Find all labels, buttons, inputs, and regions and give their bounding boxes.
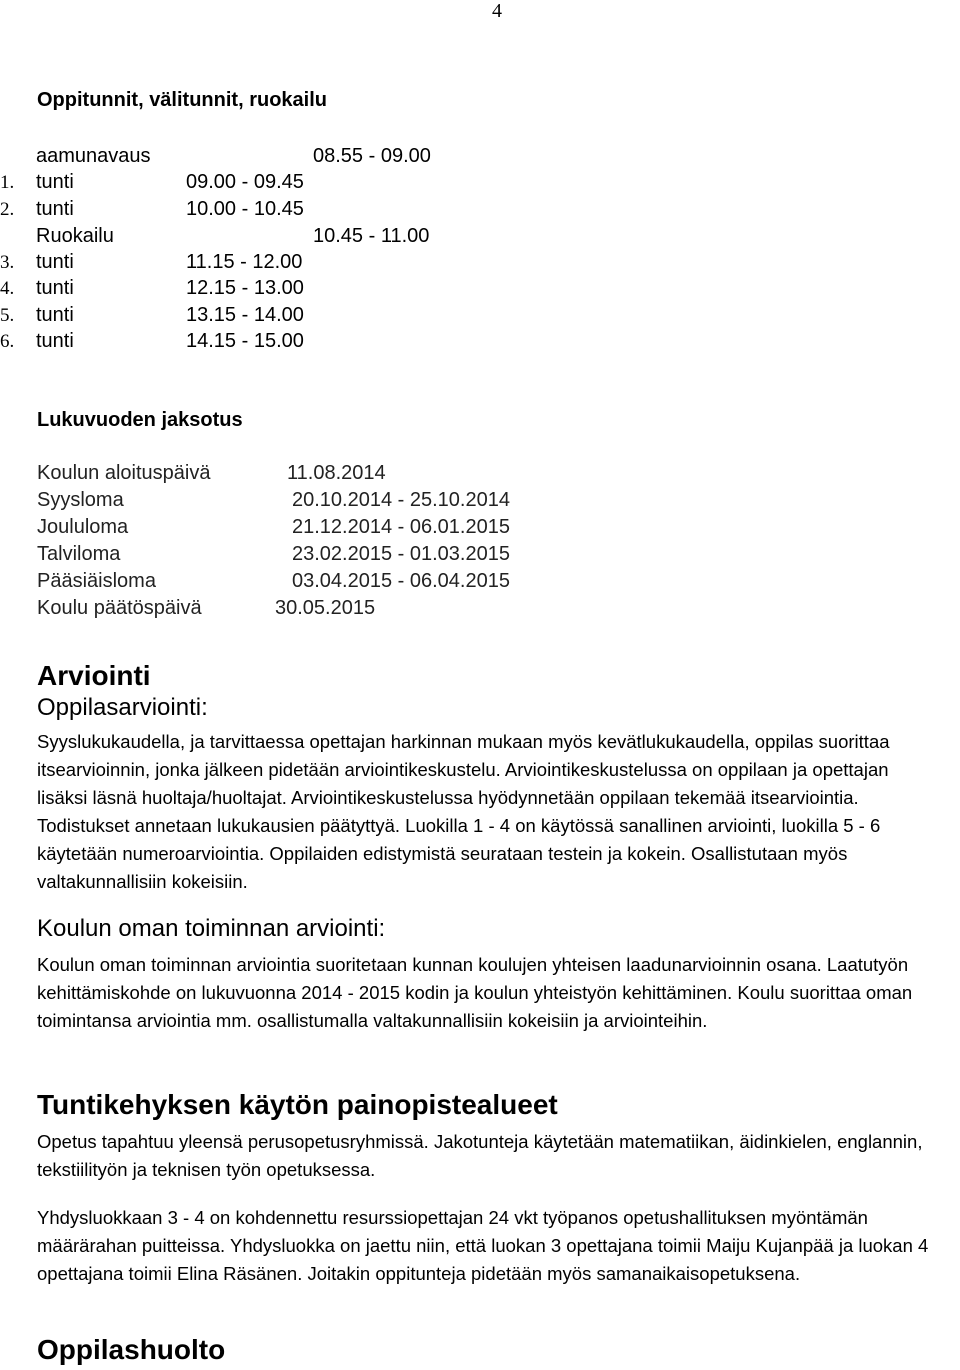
period-label: Talviloma xyxy=(37,543,121,565)
lesson-time: 13.15 - 14.00 xyxy=(186,304,304,326)
lesson-time: 14.15 - 15.00 xyxy=(186,330,304,352)
tuntikehys-heading: Tuntikehyksen käytön painopistealueet xyxy=(37,1089,558,1120)
lesson-number: 6. xyxy=(0,331,15,352)
lesson-time: 12.15 - 13.00 xyxy=(186,277,304,299)
oppilasarviointi-heading: Oppilasarviointi: xyxy=(37,694,208,721)
page-number: 4 xyxy=(492,0,502,22)
period-date: 03.04.2015 - 06.04.2015 xyxy=(292,570,510,592)
period-date: 30.05.2015 xyxy=(275,597,376,619)
lesson-name: tunti xyxy=(36,251,74,273)
period-label: Joululoma xyxy=(37,516,129,538)
lesson-name: tunti xyxy=(36,277,74,299)
period-date: 11.08.2014 xyxy=(287,462,386,484)
lesson-name: tunti xyxy=(36,171,74,193)
period-label: Koulun aloituspäivä xyxy=(37,462,211,484)
period-date: 21.12.2014 - 06.01.2015 xyxy=(292,516,510,538)
lesson-number: 5. xyxy=(0,305,15,326)
lesson-name: tunti xyxy=(36,330,74,352)
tuntikehys-paragraph-2: Yhdysluokkaan 3 - 4 on kohdennettu resurssiopettajan 24 vkt työpanos opetushallituksen myöntämän määrärahan puitteissa. Yhdysluokka on jaettu niin, että luokan 3 opettajana toimii Maiju Kujanpää ja luokan 4 opettajana toimii Elina Räsänen. Joitakin oppitunteja pidetään myös samanaikaisopetuksena. xyxy=(37,1207,929,1284)
period-date: 20.10.2014 - 25.10.2014 xyxy=(292,489,510,511)
lesson-name: Ruokailu xyxy=(36,225,114,247)
lessons-title: Oppitunnit, välitunnit, ruokailu xyxy=(37,89,327,111)
lesson-name: aamunavaus xyxy=(36,145,151,167)
lesson-name: tunti xyxy=(36,198,74,220)
koulu-arviointi-heading: Koulun oman toiminnan arviointi: xyxy=(37,915,386,942)
lesson-time: 09.00 - 09.45 xyxy=(186,171,304,193)
lesson-time: 10.45 - 11.00 xyxy=(313,225,430,247)
lesson-number: 1. xyxy=(0,172,15,193)
tuntikehys-paragraph-1: Opetus tapahtuu yleensä perusopetusryhmissä. Jakotunteja käytetään matematiikan, äidinkielen, englannin, tekstiilityön ja teknisen työn opetuksessa. xyxy=(37,1131,923,1180)
period-label: Syysloma xyxy=(37,489,124,511)
lesson-time: 08.55 - 09.00 xyxy=(313,145,431,167)
lesson-number: 2. xyxy=(0,199,15,220)
oppilasarviointi-text: Syyslukukaudella, ja tarvittaessa opettajan harkinnan mukaan myös kevätlukukaudella, oppilas suorittaa itsearvioinnin, jonka jälkeen pidetään arviointikeskustelu. Arviointikeskustelussa on oppilaan ja opettajan lisäksi läsnä huoltaja/huoltajat. Arviointikeskustelussa hyödynnetään oppilaan tekemää itsearviointia. Todistukset annetaan lukukausien päätyttyä. Luokilla 1 - 4 on käytössä sanallinen arviointi, luokilla 5 - 6 käytetään numeroarviointia. Oppilaiden edistymistä seurataan testein ja kokein. Osallistutaan myös valtakunnallisiin kokeisiin. xyxy=(37,731,890,892)
period-label: Pääsiäisloma xyxy=(37,570,156,592)
lesson-time: 11.15 - 12.00 xyxy=(186,251,303,273)
lesson-number: 4. xyxy=(0,278,15,299)
lesson-number: 3. xyxy=(0,252,15,273)
lesson-name: tunti xyxy=(36,304,74,326)
oppilashuolto-heading: Oppilashuolto xyxy=(37,1334,226,1365)
lesson-time: 10.00 - 10.45 xyxy=(186,198,304,220)
period-date: 23.02.2015 - 01.03.2015 xyxy=(292,543,510,565)
jaksotus-title: Lukuvuoden jaksotus xyxy=(37,409,243,431)
koulu-arviointi-text: Koulun oman toiminnan arviointia suoritetaan kunnan koulujen yhteisen laadunarvioinnin osana. Laatutyön kehittämiskohde on lukuvuonna 2014 - 2015 kodin ja koulun yhteistyön kehittäminen. Koulu suorittaa oman toimintansa arviointia mm. osallistumalla valtakunnallisiin kokeisiin ja arviointeihin. xyxy=(37,954,913,1031)
period-label: Koulu päätöspäivä xyxy=(37,597,202,619)
arviointi-heading: Arviointi xyxy=(37,660,151,691)
